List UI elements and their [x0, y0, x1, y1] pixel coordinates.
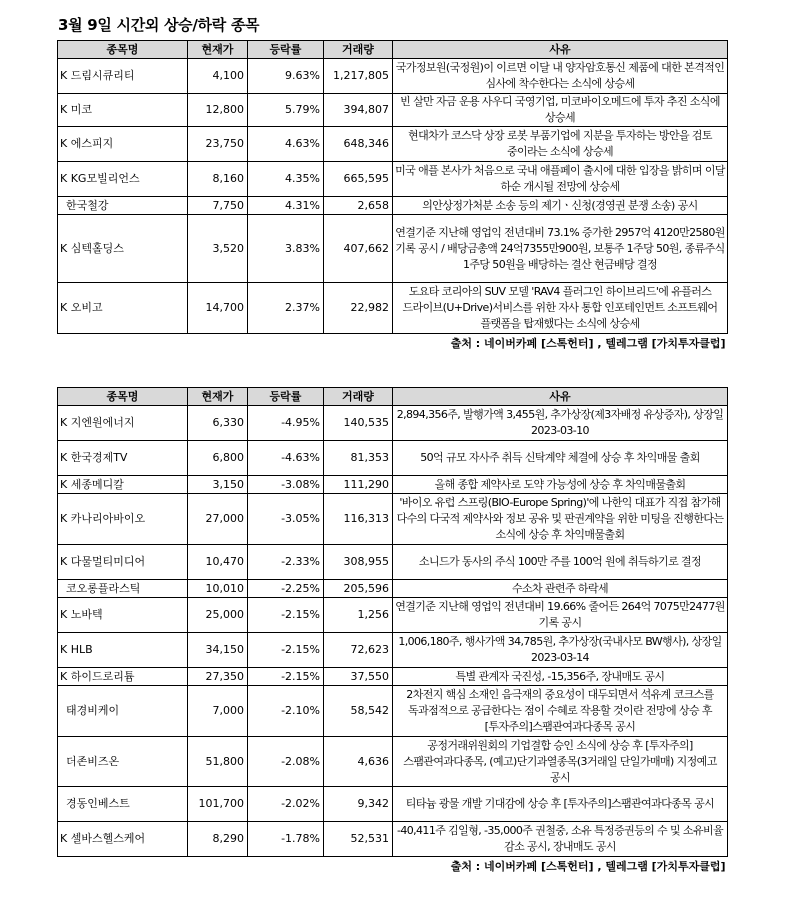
stock-volume: 111,290	[324, 476, 393, 494]
stock-reason: 수소차 관련주 하락세	[393, 580, 728, 598]
table-row	[58, 580, 728, 598]
stock-rate: -3.05%	[248, 494, 324, 545]
stock-name: K 노바텍	[58, 598, 188, 633]
stock-volume: 394,807	[324, 94, 393, 127]
stock-volume: 140,535	[324, 406, 393, 441]
stock-name: K 지엔원에너지	[58, 406, 188, 441]
stock-reason: 2,894,356주, 발행가액 3,455원, 추가상장(제3자배정 유상증자), 상장일 2023-03-10	[393, 406, 728, 441]
stock-rate: -2.25%	[248, 580, 324, 598]
table-row	[58, 633, 728, 668]
stock-name: 태경비케이	[58, 686, 188, 737]
stock-name: K 한국경제TV	[58, 441, 188, 476]
table-row	[58, 59, 728, 94]
stock-volume: 1,217,805	[324, 59, 393, 94]
stock-volume: 648,346	[324, 127, 393, 162]
stock-reason: 미국 애플 본사가 처음으로 국내 애플페이 출시에 대한 입장을 밝히며 이달 하순 개시될 전망에 상승세	[393, 162, 728, 197]
stock-volume: 81,353	[324, 441, 393, 476]
stock-volume: 9,342	[324, 787, 393, 822]
stock-reason: 현대차가 코스닥 상장 로봇 부품기업에 지분을 투자하는 방안을 검토 중이라는 소식에 상승세	[393, 127, 728, 162]
stock-rate: 4.31%	[248, 197, 324, 215]
stock-rate: 5.79%	[248, 94, 324, 127]
stock-reason: -40,411주 김일형, -35,000주 권철중, 소유 특정증권등의 수 및 소유비율 감소 공시, 장내매도 공시	[393, 822, 728, 857]
stock-volume: 58,542	[324, 686, 393, 737]
stock-reason: 연결기준 지난해 영업익 전년대비 19.66% 줄어든 264억 7075만2477원 기록 공시	[393, 598, 728, 633]
stock-rate: -1.78%	[248, 822, 324, 857]
table-row	[58, 94, 728, 127]
stock-name: K 하이드로리튬	[58, 668, 188, 686]
stock-price: 101,700	[188, 787, 248, 822]
stock-name: K 세종메디칼	[58, 476, 188, 494]
stock-rate: 2.37%	[248, 283, 324, 334]
table-row	[58, 545, 728, 580]
stock-rate: -2.15%	[248, 598, 324, 633]
stock-name: K HLB	[58, 633, 188, 668]
stock-price: 3,150	[188, 476, 248, 494]
header-reason: 사유	[393, 41, 728, 59]
header-name: 종목명	[58, 388, 188, 406]
stock-name: K 에스피지	[58, 127, 188, 162]
stock-name: 더존비즈온	[58, 737, 188, 787]
table-row	[58, 197, 728, 215]
header-price: 현재가	[188, 41, 248, 59]
stock-volume: 37,550	[324, 668, 393, 686]
header-rate: 등락률	[248, 41, 324, 59]
stock-price: 6,330	[188, 406, 248, 441]
header-reason: 사유	[393, 388, 728, 406]
stock-rate: -4.95%	[248, 406, 324, 441]
rise-table	[57, 40, 728, 354]
stock-name: K 오비고	[58, 283, 188, 334]
stock-volume: 205,596	[324, 580, 393, 598]
stock-reason: 특별 관계자 국진성, -15,356주, 장내매도 공시	[393, 668, 728, 686]
stock-volume: 22,982	[324, 283, 393, 334]
stock-price: 34,150	[188, 633, 248, 668]
page-title: 3월 9일 시간외 상승/하락 종목	[58, 16, 260, 34]
rise-source-row	[58, 334, 728, 355]
header-name: 종목명	[58, 41, 188, 59]
stock-reason: 2차전지 핵심 소재인 음극재의 중요성이 대두되면서 석유계 코크스를 독과점적으로 공급한다는 점이 수혜로 작용할 것이란 전망에 상승 후 [투자주의]스팸관여과다종목 공시	[393, 686, 728, 737]
stock-rate: 4.63%	[248, 127, 324, 162]
stock-reason: '바이오 유럽 스프링(BIO-Europe Spring)'에 나한익 대표가 직접 참가해 다수의 다국적 제약사와 정보 공유 및 판권계약을 위한 미팅을 진행한다는 소식에 상승 후 차익매물출회	[393, 494, 728, 545]
stock-price: 27,350	[188, 668, 248, 686]
rise-header-row	[58, 41, 728, 59]
stock-price: 10,470	[188, 545, 248, 580]
stock-rate: -2.08%	[248, 737, 324, 787]
stock-price: 8,160	[188, 162, 248, 197]
header-volume: 거래량	[324, 388, 393, 406]
stock-rate: -2.02%	[248, 787, 324, 822]
stock-price: 27,000	[188, 494, 248, 545]
table-row	[58, 406, 728, 441]
stock-name: 한국철강	[58, 197, 188, 215]
stock-volume: 72,623	[324, 633, 393, 668]
stock-name: 코오롱플라스틱	[58, 580, 188, 598]
stock-reason: 1,006,180주, 행사가액 34,785원, 추가상장(국내사모 BW행사), 상장일 2023-03-14	[393, 633, 728, 668]
table-row	[58, 787, 728, 822]
stock-reason: 공정거래위원회의 기업결합 승인 소식에 상승 후 [투자주의]스팸관여과다종목, (예고)단기과열종목(3거래일 단일가매매) 지정예고 공시	[393, 737, 728, 787]
stock-name: 경동인베스트	[58, 787, 188, 822]
table-row	[58, 215, 728, 283]
fall-header-row	[58, 388, 728, 406]
stock-name: K 미코	[58, 94, 188, 127]
stock-price: 7,000	[188, 686, 248, 737]
stock-volume: 665,595	[324, 162, 393, 197]
stock-price: 14,700	[188, 283, 248, 334]
stock-volume: 4,636	[324, 737, 393, 787]
stock-name: K 드림시큐리티	[58, 59, 188, 94]
stock-reason: 의안상정가처분 소송 등의 제기ㆍ신청(경영권 분쟁 소송) 공시	[393, 197, 728, 215]
stock-price: 8,290	[188, 822, 248, 857]
stock-rate: 9.63%	[248, 59, 324, 94]
stock-rate: 4.35%	[248, 162, 324, 197]
table-row	[58, 598, 728, 633]
stock-volume: 52,531	[324, 822, 393, 857]
header-price: 현재가	[188, 388, 248, 406]
stock-reason: 소니드가 동사의 주식 100만 주를 100억 원에 취득하기로 결정	[393, 545, 728, 580]
stock-volume: 308,955	[324, 545, 393, 580]
stock-reason: 국가정보원(국정원)이 이르면 이달 내 양자암호통신 제품에 대한 본격적인 심사에 착수한다는 소식에 상승세	[393, 59, 728, 94]
stock-reason: 티타늄 광물 개발 기대감에 상승 후 [투자주의]스팸관여과다종목 공시	[393, 787, 728, 822]
stock-rate: -3.08%	[248, 476, 324, 494]
stock-reason: 빈 살만 자금 운용 사우디 국영기업, 미코바이오메드에 투자 추진 소식에 상승세	[393, 94, 728, 127]
stock-name: K 셀바스헬스케어	[58, 822, 188, 857]
stock-reason: 50억 규모 자사주 취득 신탁계약 체결에 상승 후 차익매물 출회	[393, 441, 728, 476]
table-row	[58, 162, 728, 197]
stock-name: K KG모빌리언스	[58, 162, 188, 197]
table-row	[58, 686, 728, 737]
stock-rate: -2.10%	[248, 686, 324, 737]
stock-price: 12,800	[188, 94, 248, 127]
stock-price: 7,750	[188, 197, 248, 215]
fall-source-row	[58, 857, 728, 878]
fall-table	[57, 387, 728, 877]
stock-rate: -2.15%	[248, 633, 324, 668]
table-row	[58, 441, 728, 476]
stock-name: K 카나리아바이오	[58, 494, 188, 545]
stock-price: 4,100	[188, 59, 248, 94]
stock-price: 6,800	[188, 441, 248, 476]
stock-reason: 도요타 코리아의 SUV 모델 'RAV4 플러그인 하이브리드'에 유플러스 드라이브(U+Drive)서비스를 위한 자사 통합 인포테인먼트 소프트웨어 플랫폼을 탑재했다는 소식에 상승세	[393, 283, 728, 334]
stock-volume: 116,313	[324, 494, 393, 545]
stock-price: 51,800	[188, 737, 248, 787]
stock-volume: 407,662	[324, 215, 393, 283]
stock-name: K 심텍홀딩스	[58, 215, 188, 283]
stock-price: 10,010	[188, 580, 248, 598]
table-row	[58, 476, 728, 494]
stock-rate: -2.15%	[248, 668, 324, 686]
stock-name: K 다물멀티미디어	[58, 545, 188, 580]
stock-volume: 1,256	[324, 598, 393, 633]
stock-reason: 연결기준 지난해 영업익 전년대비 73.1% 증가한 2957억 4120만2580원 기록 공시 / 배당금총액 24억7355만900원, 보통주 1주당 50원, 종류주식 1주당 50원을 배당하는 결산 현금배당 결정	[393, 215, 728, 283]
rise-source: 출처 : 네이버카페 [스톡헌터] , 텔레그램 [가치투자클럽]	[450, 337, 726, 350]
stock-rate: -2.33%	[248, 545, 324, 580]
header-rate: 등락률	[248, 388, 324, 406]
stock-price: 3,520	[188, 215, 248, 283]
table-row	[58, 127, 728, 162]
header-volume: 거래량	[324, 41, 393, 59]
stock-reason: 올해 종합 제약사로 도약 가능성에 상승 후 차익매물출회	[393, 476, 728, 494]
table-row	[58, 822, 728, 857]
table-row	[58, 737, 728, 787]
stock-price: 23,750	[188, 127, 248, 162]
stock-price: 25,000	[188, 598, 248, 633]
fall-source: 출처 : 네이버카페 [스톡헌터] , 텔레그램 [가치투자클럽]	[450, 860, 726, 873]
stock-volume: 2,658	[324, 197, 393, 215]
stock-rate: -4.63%	[248, 441, 324, 476]
table-row	[58, 668, 728, 686]
table-row	[58, 283, 728, 334]
table-row	[58, 494, 728, 545]
stock-rate: 3.83%	[248, 215, 324, 283]
